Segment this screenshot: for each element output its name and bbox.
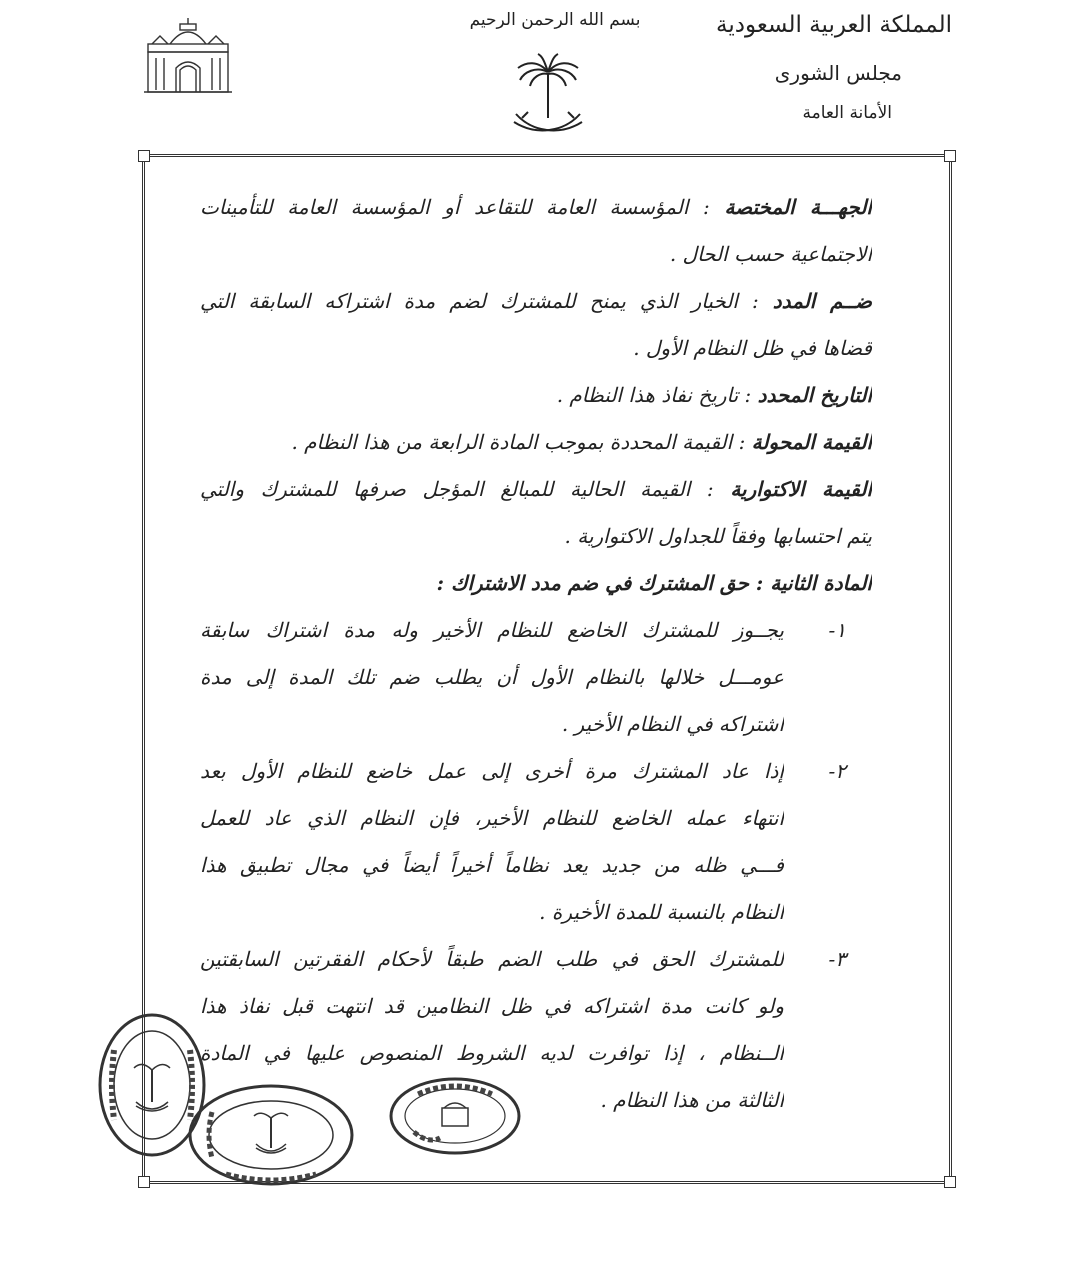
item-line: انتهاء عمله الخاضع للنظام الأخير، فإن النظام الذي عاد للعمل: [200, 806, 784, 830]
item-line: الــنظام ، إذا توافرت لديه الشروط المنصوص عليها في المادة: [200, 1041, 784, 1065]
definition-line: يتم احتسابها وفقاً للجداول الاكتوارية .: [564, 524, 872, 548]
item-line: الثالثة من هذا النظام .: [600, 1088, 784, 1112]
definition-line: قضاها في ظل النظام الأول .: [633, 336, 872, 360]
item-line: اشتراكه في النظام الأخير .: [561, 712, 784, 736]
definition-term: القيمة المحولة: [751, 430, 872, 454]
basmala: بسم الله الرحمن الرحيم: [469, 10, 641, 30]
item-line: للمشترك الحق في طلب الضم طبقاً لأحكام الفقرتين السابقتين: [200, 947, 784, 971]
council-name: مجلس الشورى: [774, 61, 902, 85]
item-line: عومـــل خلالها بالنظام الأول أن يطلب ضم تلك المدة إلى مدة: [200, 665, 784, 689]
definition-text: القيمة الحالية للمبالغ المؤجل صرفها للمشترك والتي: [200, 477, 691, 501]
item-number: ٢-: [828, 759, 846, 783]
kingdom-name: المملكة العربية السعودية: [716, 12, 952, 38]
list-item: [200, 748, 872, 936]
definition-line: الاجتماعية حسب الحال .: [669, 242, 872, 266]
frame-corner: [944, 1176, 956, 1188]
definition-line: ضــم المدد : الخيار الذي يمنح للمشترك لضم مدة اشتراكه السابقة التي: [200, 289, 872, 313]
definition-line: القيمة المحولة : القيمة المحددة بموجب المادة الرابعة من هذا النظام .: [291, 430, 872, 454]
item-line: فـــي ظله من جديد يعد نظاماً أخيراً أيضاً في مجال تطبيق هذا: [200, 853, 784, 877]
shura-building-logo-icon: [140, 14, 236, 96]
cabinet-seal-icon: [186, 1082, 356, 1188]
definition-text: القيمة المحددة بموجب المادة الرابعة من هذا النظام .: [291, 430, 733, 454]
definition-text: المؤسسة العامة للتقاعد أو المؤسسة العامة للتأمينات: [200, 195, 689, 219]
item-line: ولو كانت مدة اشتراكه في ظل النظامين قد انتهت قبل نفاذ هذا: [200, 994, 784, 1018]
item-line: يجــوز للمشترك الخاضع للنظام الأخير وله مدة اشتراك سابقة: [200, 618, 784, 642]
document-body: [200, 184, 872, 1124]
item-line: النظام بالنسبة للمدة الأخيرة .: [539, 900, 784, 924]
article-heading: المادة الثانية : حق المشترك في ضم مدد الاشتراك :: [436, 571, 872, 595]
frame-corner: [138, 150, 150, 162]
frame-corner: [138, 1176, 150, 1188]
definition-text: الخيار الذي يمنح للمشترك لضم مدة اشتراكه السابقة التي: [200, 289, 738, 313]
secretariat-name: الأمانة العامة: [802, 103, 892, 123]
item-number: ١-: [828, 618, 846, 642]
definition-text: تاريخ نفاذ هذا النظام .: [556, 383, 739, 407]
letterhead: [712, 8, 952, 128]
definition-term: القيمة الاكتوارية: [730, 477, 872, 501]
definition-line: القيمة الاكتوارية : القيمة الحالية للمبالغ المؤجل صرفها للمشترك والتي: [200, 477, 872, 501]
shura-council-seal-icon: [388, 1076, 522, 1156]
item-line: إذا عاد المشترك مرة أخرى إلى عمل خاضع للنظام الأول بعد: [200, 759, 784, 783]
frame-corner: [944, 150, 956, 162]
definition-term: الجهـــة المختصة: [724, 195, 872, 219]
definition-line: الجهـــة المختصة : المؤسسة العامة للتقاعد أو المؤسسة العامة للتأمينات: [200, 195, 872, 219]
palm-swords-emblem-icon: [508, 52, 588, 144]
item-number: ٣-: [828, 947, 846, 971]
definition-line: التاريخ المحدد : تاريخ نفاذ هذا النظام .: [556, 383, 872, 407]
definition-term: ضــم المدد: [772, 289, 872, 313]
definition-term: التاريخ المحدد: [757, 383, 872, 407]
list-item: [200, 607, 872, 748]
